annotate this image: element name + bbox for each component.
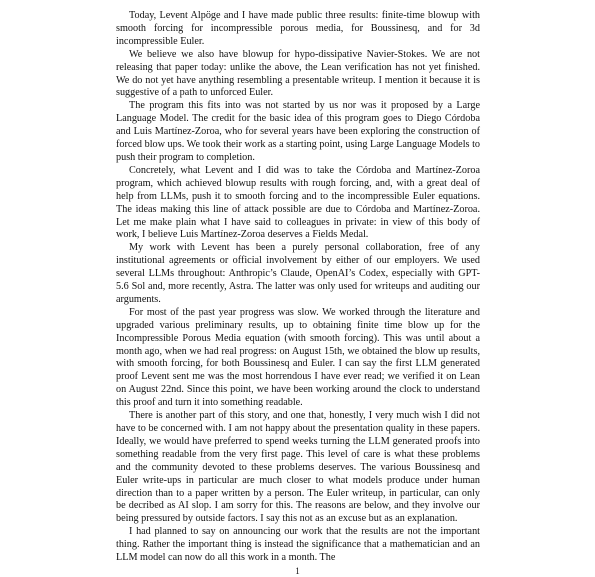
paragraph-6: For most of the past year progress was slow. We worked through the literature and upgraded various preliminary results, up to obtaining finite time blow up for the Incompressible Porous Media equation (with smooth forcing). This was until about a month ago, when we had real progress: on August 15th, we obtained the blow up results, with smooth forcing, for both Boussinesq and Euler. I can say the first LLM generated proof Levent sent me was the most horrendous I have ever read; we verified it on Lean on August 22nd. Since this point, we have been working around the clock to understand this proof and turn it into something readable. — [116, 306, 480, 409]
paragraph-5: My work with Levent has been a purely personal collaboration, free of any institutional agreements or official involvement by either of our employers. We used several LLMs throughout: Anthropic’s Claude, OpenAI’s Codex, especially with GPT-5.6 Sol and, more recently, Astra. The latter was only used for writeups and auditing our arguments. — [116, 242, 480, 305]
paragraph-8: I had planned to say on announcing our work that the results are not the important thing. Rather the important thing is instead the significance that a mathematician and an LLM model can now do all this work in a month. The — [116, 526, 480, 564]
body-text — [116, 10, 480, 565]
paragraph-4: Concretely, what Levent and I did was to take the Córdoba and Martínez-Zoroa program, which achieved blowup results with rough forcing, and, with a great deal of help from LLMs, push it to smooth forcing and to the incompressible Euler equations. The ideas making this line of attack possible are due to Córdoba and Martínez-Zoroa. Let me make plain what I have said to colleagues in private: in view of this body of work, I believe Luis Martínez-Zoroa deserves a Fields Medal. — [116, 164, 480, 241]
paragraph-3: The program this fits into was not started by us nor was it proposed by a Large Language Model. The credit for the basic idea of this program goes to Diego Córdoba and Luis Martínez-Zoroa, who for several years have been exploring the construction of forced blow ups. We took their work as a starting point, using Large Language Models to push their program to completion. — [116, 100, 480, 163]
paragraph-1: Today, Levent Alpöge and I have made public three results: finite-time blowup with smooth forcing for incompressible porous media, for Boussinesq, and for 3d incompressible Euler. — [116, 10, 480, 47]
page-number: 1 — [295, 566, 300, 576]
paragraph-2: We believe we also have blowup for hypo-dissipative Navier-Stokes. We are not releasing that paper today: unlike the above, the Lean verification has not yet finished. We do not yet have anything resembling a presentable writeup. I mention it because it is suggestive of a path to unforced Euler. — [116, 48, 480, 99]
paragraph-7: There is another part of this story, and one that, honestly, I very much wish I did not have to be concerned with. I am not happy about the presentation quality in these papers. Ideally, we would have preferred to spend weeks turning the LLM generated proofs into something readable from the very first page. This level of care is what these problems and the community devoted to these problems deserves. The various Boussinesq and Euler write-ups in particular are much closer to what models produce under human direction than to a paper written by a person. The Euler writeup, in particular, can only be decribed as AI slop. I am sorry for this. The reasons are below, and they involve our being pressured by outside factors. I say this not as an excuse but as an explanation. — [116, 410, 480, 525]
